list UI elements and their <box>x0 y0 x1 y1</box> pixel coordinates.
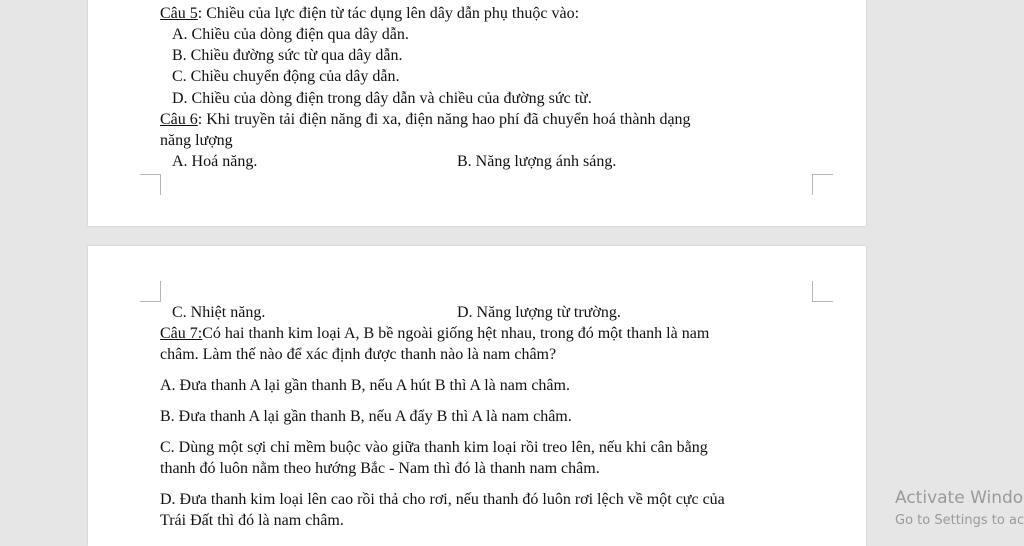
question-7-text-line2: châm. Làm thế nào để xác định được thanh nào là nam châm? <box>160 346 557 363</box>
question-7-option-c-line1: C. Dùng một sợi chỉ mềm buộc vào giữa thanh kim loại rồi treo lên, nếu khi cân bằng <box>160 439 708 456</box>
question-5-option-c: C. Chiều chuyển động của dây dẫn. <box>172 68 400 85</box>
question-7-option-c-line2: thanh đó luôn nằm theo hướng Bắc - Nam thì đó là thanh nam châm. <box>160 460 600 477</box>
question-6-text-line1: : Khi truyền tải điện năng đi xa, điện năng hao phí đã chuyển hoá thành dạng <box>197 111 691 128</box>
question-5-stem <box>160 5 579 23</box>
margin-corner-mark <box>140 281 161 302</box>
question-6-option-b: B. Năng lượng ánh sáng. <box>457 153 617 170</box>
margin-corner-mark <box>140 174 161 195</box>
question-7-option-b: B. Đưa thanh A lại gần thanh B, nếu A đẩy B thì A là nam châm. <box>160 408 572 425</box>
question-5-option-a: A. Chiều của dòng điện qua dây dẫn. <box>172 26 409 43</box>
question-6-text-line2: năng lượng <box>160 132 233 149</box>
question-7-option-d-line2: Trái Đất thì đó là nam châm. <box>160 512 344 529</box>
question-5-option-b: B. Chiều đường sức từ qua dây dẫn. <box>172 47 403 64</box>
question-6-stem <box>160 111 691 129</box>
question-5-option-d: D. Chiều của dòng điện trong dây dẫn và chiều của đường sức từ. <box>172 90 592 107</box>
margin-corner-mark <box>812 174 833 195</box>
question-6-label: Câu 6 <box>160 111 198 128</box>
activate-windows-subtitle: Go to Settings to ac <box>895 513 1024 528</box>
question-5-text: : Chiều của lực điện từ tác dụng lên dây dẫn phụ thuộc vào: <box>197 5 580 22</box>
question-5-label: Câu 5 <box>160 5 198 22</box>
activate-windows-title: Activate Windo <box>895 488 1024 508</box>
document-page-2 <box>88 246 866 546</box>
question-6-option-c: C. Nhiệt năng. <box>172 304 266 321</box>
question-7-text-line1: Có hai thanh kim loại A, B bề ngoài giống hệt nhau, trong đó một thanh là nam <box>202 325 710 342</box>
question-6-option-d: D. Năng lượng từ trường. <box>457 304 621 321</box>
question-7-label: Câu 7: <box>160 325 203 342</box>
question-7-stem <box>160 325 709 343</box>
document-page-1 <box>88 0 866 226</box>
question-6-option-a: A. Hoá năng. <box>172 153 258 170</box>
question-7-option-d-line1: D. Đưa thanh kim loại lên cao rồi thả cho rơi, nếu thanh đó luôn rơi lệch về một cực của <box>160 491 725 508</box>
margin-corner-mark <box>812 281 833 302</box>
question-7-option-a: A. Đưa thanh A lại gần thanh B, nếu A hút B thì A là nam châm. <box>160 377 570 394</box>
